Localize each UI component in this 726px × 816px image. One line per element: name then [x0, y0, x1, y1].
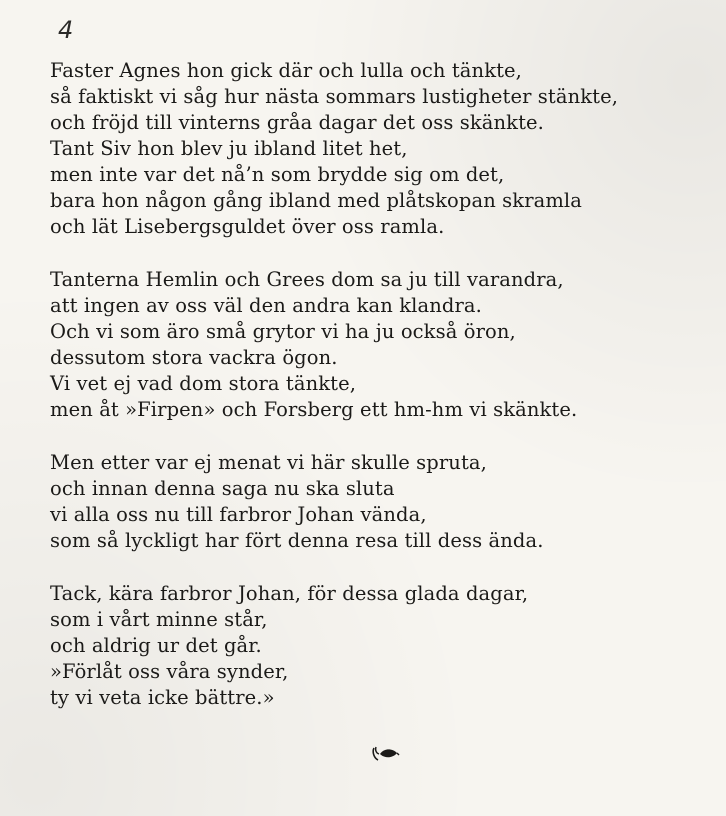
leaf-ornament-icon	[370, 744, 400, 764]
poem-line: Och vi som äro små grytor vi ha ju också öron,	[50, 320, 516, 343]
poem-line: och innan denna saga nu ska sluta	[50, 477, 395, 500]
poem-line: och fröjd till vinterns gråa dagar det oss skänkte.	[50, 111, 544, 134]
poem-line: att ingen av oss väl den andra kan klandra.	[50, 294, 482, 317]
poem-line: vi alla oss nu till farbror Johan vända,	[50, 503, 427, 526]
poem-line: Vi vet ej vad dom stora tänkte,	[50, 372, 357, 395]
stanza-3	[50, 450, 710, 554]
page-number: 4	[58, 16, 74, 44]
poem-line: så faktiskt vi såg hur nästa sommars lustigheter stänkte,	[50, 85, 619, 108]
stanza-1	[50, 58, 710, 240]
poem-line: men inte var det nå’n som brydde sig om det,	[50, 163, 505, 186]
poem-line: Tant Siv hon blev ju ibland litet het,	[50, 137, 408, 160]
poem-line: ty vi veta icke bättre.»	[50, 686, 275, 709]
poem-line: och aldrig ur det går.	[50, 634, 262, 657]
poem	[50, 58, 710, 738]
poem-line: Men etter var ej menat vi här skulle spruta,	[50, 451, 487, 474]
poem-line: »Förlåt oss våra synder,	[50, 660, 289, 683]
stanza-2	[50, 267, 710, 423]
poem-line: dessutom stora vackra ögon.	[50, 346, 338, 369]
poem-line: som så lyckligt har fört denna resa till dess ända.	[50, 529, 544, 552]
poem-line: Tanterna Hemlin och Grees dom sa ju till varandra,	[50, 268, 564, 291]
stanza-4	[50, 581, 710, 711]
poem-line: Faster Agnes hon gick där och lulla och tänkte,	[50, 59, 522, 82]
poem-line: Tack, kära farbror Johan, för dessa glada dagar,	[50, 582, 529, 605]
poem-line: bara hon någon gång ibland med plåtskopan skramla	[50, 189, 582, 212]
poem-line: och lät Lisebergsguldet över oss ramla.	[50, 215, 445, 238]
poem-line: som i vårt minne står,	[50, 608, 268, 631]
poem-line: men åt »Firpen» och Forsberg ett hm-hm vi skänkte.	[50, 398, 578, 421]
